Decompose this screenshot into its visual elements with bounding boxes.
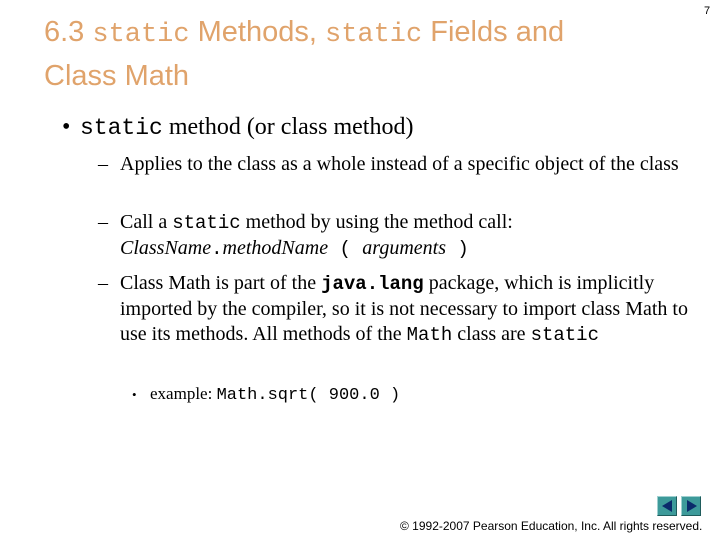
next-slide-button[interactable]	[681, 496, 701, 516]
main-bullet	[62, 112, 413, 143]
bullet-code-static: static	[80, 115, 163, 141]
dash-mark: –	[98, 211, 108, 233]
example-label: example:	[150, 384, 217, 403]
title-text-3: Fields and	[422, 16, 565, 48]
arrow-right-icon	[687, 500, 697, 512]
example-bullet	[132, 382, 400, 408]
java-lang-text-c: class are	[452, 323, 531, 345]
code-java-lang: java.lang	[321, 273, 424, 295]
sub-bullet-body	[98, 271, 688, 348]
title-text-2: Methods,	[189, 16, 325, 48]
syntax-class-name: ClassName	[120, 237, 212, 259]
sub-bullet-call	[98, 210, 688, 262]
sub-bullet-text: Applies to the class as a whole instead of a specific object of the class	[120, 153, 679, 175]
syntax-open-paren: (	[328, 238, 363, 260]
page-number: 7	[704, 5, 711, 17]
call-text-b: method by using the method call:	[240, 211, 513, 233]
syntax-arguments: arguments	[362, 237, 446, 259]
syntax-dot: .	[211, 238, 223, 260]
code-static: static	[530, 324, 599, 346]
java-lang-text-a: Class Math is part of the	[120, 272, 322, 294]
sub-bullet-java-lang	[98, 271, 688, 348]
example-code: Math.sqrt( 900.0 )	[216, 386, 401, 405]
slide-title	[44, 12, 684, 97]
sub-bullet-applies	[98, 152, 688, 177]
java-lang-text-b: package, which is implicitly imported by the compiler, so it is not necessary to import class Math to use its methods. All methods of the	[120, 272, 688, 345]
dash-mark: –	[98, 272, 108, 294]
title-code-static-1: static	[92, 20, 190, 50]
previous-slide-button[interactable]	[657, 496, 677, 516]
title-line-2: Class Math	[44, 60, 190, 92]
arrow-left-icon	[662, 500, 672, 512]
call-text-a: Call a	[120, 211, 173, 233]
code-math: Math	[406, 324, 453, 346]
title-code-static-2: static	[325, 20, 423, 50]
syntax-method-name: methodName	[222, 237, 329, 259]
title-text-1: 6.3	[44, 16, 93, 48]
dash-mark: –	[98, 153, 108, 175]
copyright-notice: © 1992-2007 Pearson Education, Inc. All rights reserved.	[400, 519, 703, 533]
call-code-static: static	[172, 212, 241, 234]
bullet-mark: •	[132, 387, 137, 403]
syntax-close-paren: )	[446, 238, 469, 260]
bullet-mark: •	[62, 114, 71, 140]
sub-bullet-body	[98, 210, 688, 262]
bullet-text: method (or class method)	[162, 114, 414, 140]
